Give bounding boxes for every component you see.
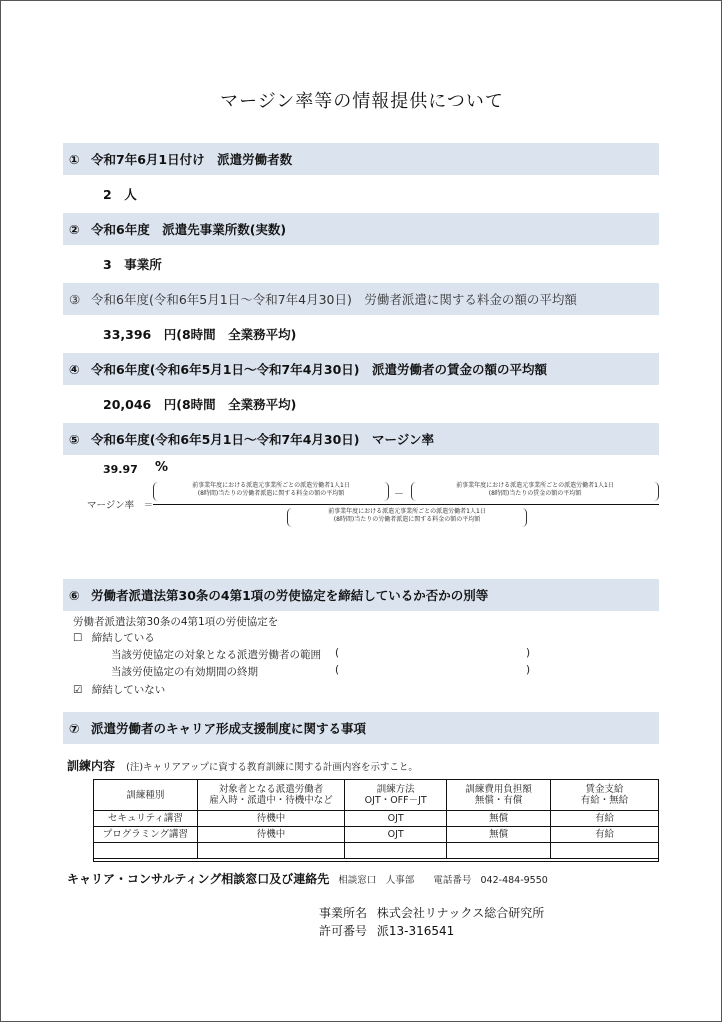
table-cell: 有給 [551,827,659,843]
section-2-header [63,213,659,245]
table-cell: 無償 [447,811,551,827]
agreement-option-not-concluded-label: 締結していない [91,684,166,696]
header-target-workers [197,780,344,811]
agreement-period-label: 当該労使協定の有効期間の終期 [111,666,258,678]
consult-phone-label: 電話番号 [433,875,472,886]
header-training-type [94,780,198,811]
table-cell [447,843,551,859]
consult-row [67,868,548,887]
formula-fraction-bar [153,504,659,505]
header-training-cost-line2: 無償・有償 [474,795,523,806]
formula-term-c-line1: 前事業年度における派遣元事業所ごとの派遣労働者1人1日 [328,508,486,515]
company-name-label: 事業所名 [319,906,368,920]
header-wage-payment-line1: 賃金支給 [585,784,624,795]
header-training-type-label: 訓練種別 [126,789,165,801]
table-cell [551,843,659,859]
section-2-label: 令和6年度 派遣先事業所数(実数) [91,222,287,237]
header-wage-payment-line2: 有給・無給 [580,795,629,806]
section-7-header [63,712,659,744]
company-permit-label: 許可番号 [319,924,368,938]
agreement-period-close: ) [526,664,531,676]
formula-term-b-line2: (8時間)当たりの賃金の額の平均額 [488,489,582,497]
section-3-number: ③ [69,291,81,307]
table-row [94,843,659,859]
table-row [94,827,659,843]
training-heading-row [67,755,418,774]
agreement-option-concluded[interactable] [73,630,155,645]
company-name: 株式会社リナックス総合研究所 [376,906,545,920]
section-6-label: 労働者派遣法第30条の4第1項の労使協定を締結しているか否かの別等 [91,588,489,603]
checkbox-checked-icon[interactable]: ☑ [73,684,83,696]
consult-window: 相談窓口 人事部 [338,875,415,886]
training-note: (注)キャリアアップに資する教育訓練に関する計画内容を示すこと。 [126,762,418,773]
header-training-cost-line1: 訓練費用負担額 [465,784,532,795]
company-name-row [319,904,544,921]
checkbox-unchecked-icon[interactable]: ☐ [73,632,83,644]
table-cell [345,843,447,859]
section-6-number: ⑥ [69,587,80,603]
agreement-scope-open: ( [335,647,340,659]
margin-rate-value: 39.97 [103,463,138,476]
section-1-number: ① [69,151,80,167]
section-1-header [63,143,659,175]
table-cell: 有給 [551,811,659,827]
section-4-number: ④ [69,361,80,377]
section-4-header [63,353,659,385]
header-target-workers-line2: 雇入時・派遣中・待機中など [209,795,333,806]
header-training-method-line1: 訓練方法 [376,784,415,795]
formula-term-c-line2: (8時間)当たりの労働者派遣に関する料金の額の平均額 [333,515,481,523]
section-4-label: 令和6年度(令和6年5月1日～令和7年4月30日) 派遣労働者の賃金の額の平均額 [91,362,548,377]
consult-phone: 042-484-9550 [480,875,548,886]
header-target-workers-line1: 対象者となる派遣労働者 [218,784,324,795]
formula-term-a [153,482,389,501]
header-training-method [345,780,447,811]
section-6-header [63,579,659,611]
formula-term-a-line2: (8時間)当たりの労働者派遣に関する料金の額の平均額 [197,489,345,497]
formula-term-b [411,482,659,501]
company-permit-row [319,922,454,939]
section-5-number: ⑤ [69,431,80,447]
company-permit: 派13-316541 [376,924,455,938]
section-5-label: 令和6年度(令和6年5月1日～令和7年4月30日) マージン率 [91,432,434,447]
agreement-option-concluded-label: 締結している [91,632,155,644]
section-1-value: 2 人 [103,187,137,202]
section-1-label: 令和7年6月1日付け 派遣労働者数 [91,152,293,167]
page-title: マージン率等の情報提供について [220,91,504,112]
section-3-header [63,283,659,315]
training-table [93,779,659,859]
table-cell [94,843,198,859]
formula-term-a-line1: 前事業年度における派遣元事業所ごとの派遣労働者1人1日 [192,482,350,489]
section-2-number: ② [69,221,80,237]
training-table-header-row [94,780,659,811]
table-cell: セキュリティ講習 [94,811,198,827]
table-cell: 待機中 [197,827,344,843]
header-wage-payment [551,780,659,811]
table-cell [197,843,344,859]
section-2-value: 3 事業所 [103,257,162,272]
table-cell: OJT [345,827,447,843]
training-table-frame [93,779,659,862]
header-training-cost [447,780,551,811]
agreement-scope-label: 当該労使協定の対象となる派遣労働者の範囲 [111,649,321,661]
formula-label: マージン率 ＝ [87,500,154,511]
section-5-header [63,423,659,455]
formula-minus: － [394,489,404,500]
table-cell: プログラミング講習 [94,827,198,843]
formula-term-b-line1: 前事業年度における派遣元事業所ごとの派遣労働者1人1日 [456,482,614,489]
agreement-scope-close: ) [526,647,531,659]
table-cell: 無償 [447,827,551,843]
section-4-value: 20,046 円(8時間 全業務平均) [103,397,297,412]
agreement-option-not-concluded[interactable] [73,682,165,697]
training-heading: 訓練内容 [67,759,116,773]
section-7-label: 派遣労働者のキャリア形成支援制度に関する事項 [91,721,367,736]
section-7-number: ⑦ [69,720,80,736]
table-row [94,811,659,827]
margin-rate-unit: % [155,460,169,475]
agreement-intro: 労働者派遣法第30条の4第1項の労使協定を [73,616,279,628]
table-cell: 待機中 [197,811,344,827]
agreement-period-open: ( [335,664,340,676]
header-training-method-line2: OJT・OFF－JT [364,795,427,806]
section-3-value: 33,396 円(8時間 全業務平均) [103,327,297,342]
consult-label: キャリア・コンサルティング相談窓口及び連絡先 [67,872,330,886]
table-cell: OJT [345,811,447,827]
section-3-label: 令和6年度(令和6年5月1日～令和7年4月30日) 労働者派遣に関する料金の額の平均額 [91,292,577,307]
formula-term-c [287,508,527,527]
